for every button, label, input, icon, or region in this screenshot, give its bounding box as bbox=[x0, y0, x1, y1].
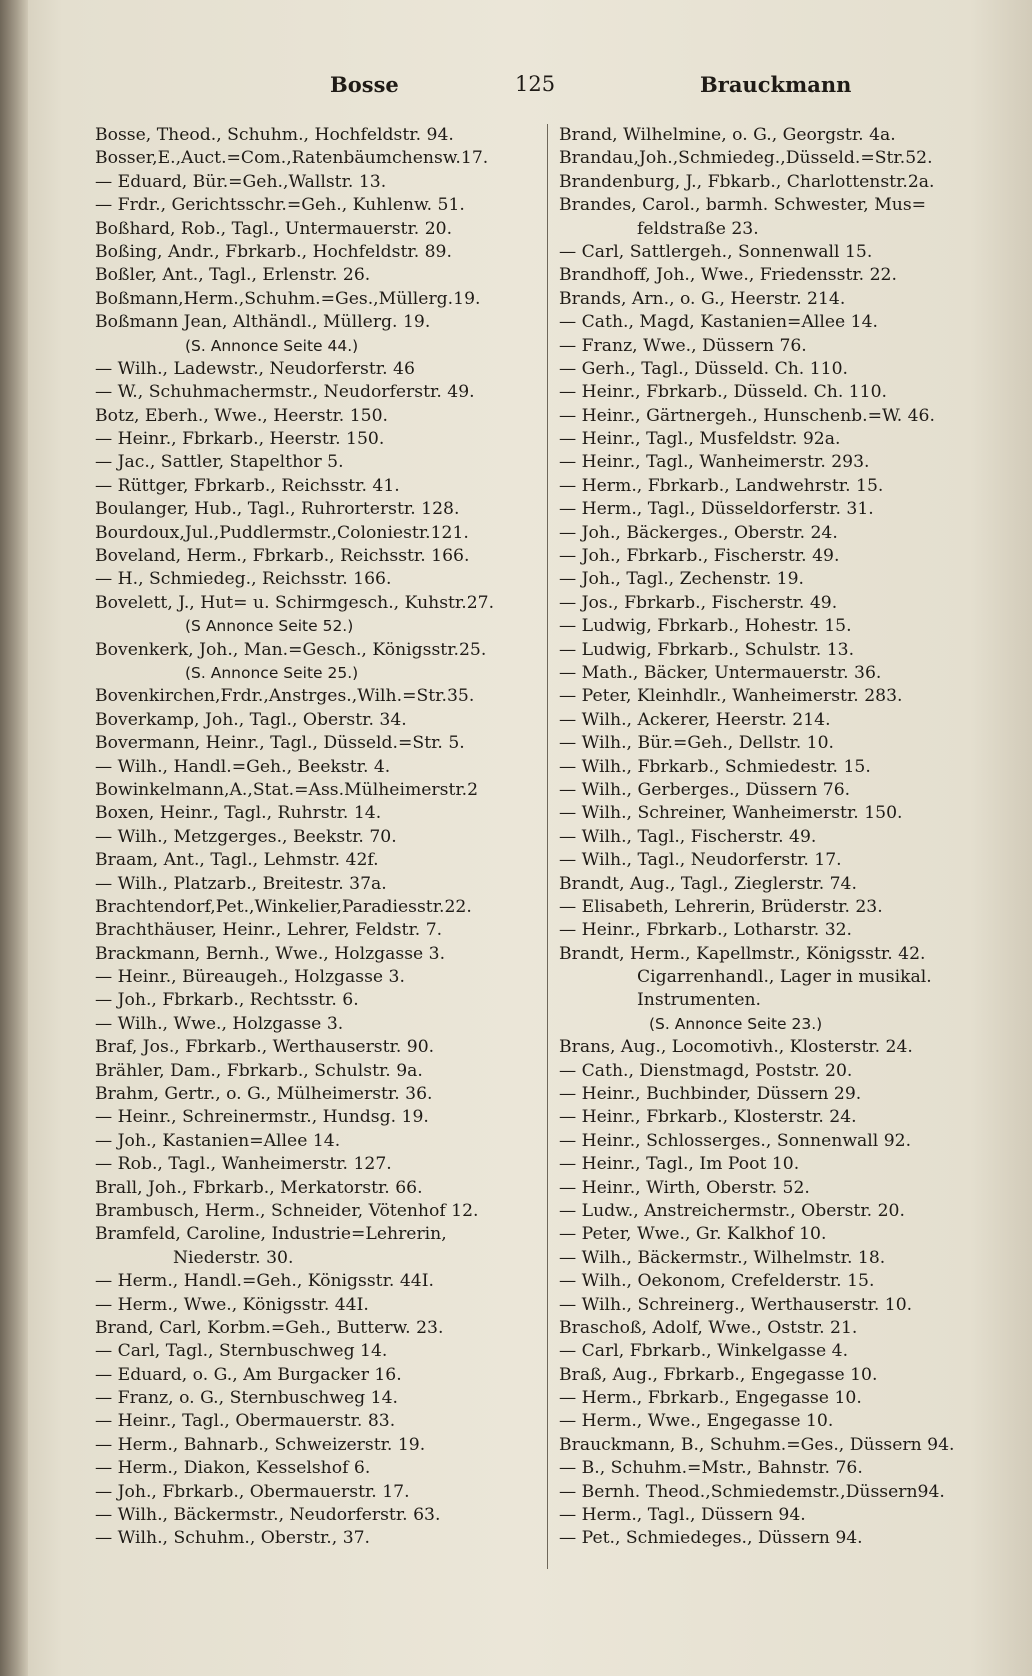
directory-entry: — Wilh., Fbrkarb., Schmiedestr. 15. bbox=[559, 756, 871, 777]
directory-entry: Brandt, Herm., Kapellmstr., Königsstr. 42. bbox=[559, 943, 926, 964]
directory-entry: Brackmann, Bernh., Wwe., Holzgasse 3. bbox=[95, 943, 446, 964]
directory-entry: Brands, Arn., o. G., Heerstr. 214. bbox=[559, 288, 846, 309]
directory-entry: — Eduard, Bür.=Geh.,Wallstr. 13. bbox=[95, 171, 387, 192]
directory-entry: Brachthäuser, Heinr., Lehrer, Feldstr. 7. bbox=[95, 920, 443, 941]
directory-entry: — Rob., Tagl., Wanheimerstr. 127. bbox=[95, 1154, 392, 1175]
directory-entry: Bourdoux,Jul.,Puddlermstr.,Coloniestr.121. bbox=[95, 522, 469, 543]
entry-continuation: Niederstr. 30. bbox=[173, 1247, 294, 1268]
directory-entry: Bosser,E.,Auct.=Com.,Ratenbäumchensw.17. bbox=[95, 148, 489, 169]
directory-entry: — Frdr., Gerichtsschr.=Geh., Kuhlenw. 51. bbox=[95, 195, 465, 216]
directory-entry: — Heinr., Fbrkarb., Düsseld. Ch. 110. bbox=[559, 382, 888, 403]
directory-entry: — Herm., Diakon, Kesselshof 6. bbox=[95, 1458, 371, 1479]
directory-entry: — Heinr., Fbrkarb., Klosterstr. 24. bbox=[559, 1107, 857, 1128]
directory-entry: — Franz, o. G., Sternbuschweg 14. bbox=[95, 1388, 398, 1409]
directory-entry: — Eduard, o. G., Am Burgacker 16. bbox=[95, 1364, 402, 1385]
directory-entry: — Wilh., Handl.=Geh., Beekstr. 4. bbox=[95, 756, 391, 777]
directory-entry: — Heinr., Wirth, Oberstr. 52. bbox=[559, 1177, 810, 1198]
directory-entry: — Wilh., Ladewstr., Neudorferstr. 46 bbox=[95, 358, 415, 379]
directory-entry: Bowinkelmann,A.,Stat.=Ass.Mülheimerstr.2 bbox=[95, 779, 479, 800]
directory-entry: Brandes, Carol., barmh. Schwester, Mus= bbox=[559, 195, 927, 216]
directory-entry: Boßing, Andr., Fbrkarb., Hochfeldstr. 89. bbox=[95, 241, 452, 262]
directory-entry: Brandhoff, Joh., Wwe., Friedensstr. 22. bbox=[559, 265, 897, 286]
directory-entry: — Heinr., Schreinermstr., Hundsg. 19. bbox=[95, 1107, 429, 1128]
directory-entry: — Heinr., Büreaugeh., Holzgasse 3. bbox=[95, 967, 405, 988]
directory-entry: Brans, Aug., Locomotivh., Klosterstr. 24. bbox=[559, 1037, 913, 1058]
directory-entry: Brahm, Gertr., o. G., Mülheimerstr. 36. bbox=[95, 1084, 433, 1105]
directory-entry: — Heinr., Gärtnergeh., Hunschenb.=W. 46. bbox=[559, 405, 935, 426]
directory-entry: — Herm., Fbrkarb., Engegasse 10. bbox=[559, 1388, 862, 1409]
directory-entry: Boulanger, Hub., Tagl., Ruhrorterstr. 128. bbox=[95, 499, 460, 520]
directory-entry: — Wilh., Tagl., Fischerstr. 49. bbox=[559, 826, 817, 847]
directory-entry: — Pet., Schmiedeges., Düssern 94. bbox=[559, 1528, 863, 1549]
directory-entry: — Wilh., Wwe., Holzgasse 3. bbox=[95, 1013, 344, 1034]
directory-entry: — Herm., Bahnarb., Schweizerstr. 19. bbox=[95, 1434, 426, 1455]
directory-entry: — Heinr., Buchbinder, Düssern 29. bbox=[559, 1084, 862, 1105]
directory-entry: Braschoß, Adolf, Wwe., Oststr. 21. bbox=[559, 1317, 858, 1338]
header-left-keyword: Bosse bbox=[330, 72, 399, 97]
annonce-reference: (S. Annonce Seite 23.) bbox=[649, 1014, 823, 1033]
directory-entry: Boßmann,Herm.,Schuhm.=Ges.,Müllerg.19. bbox=[95, 288, 481, 309]
directory-entry: Brand, Carl, Korbm.=Geh., Butterw. 23. bbox=[95, 1317, 444, 1338]
directory-entry: — Heinr., Tagl., Obermauerstr. 83. bbox=[95, 1411, 396, 1432]
directory-entry: Boßhard, Rob., Tagl., Untermauerstr. 20. bbox=[95, 218, 453, 239]
directory-entry: — Cath., Magd, Kastanien=Allee 14. bbox=[559, 312, 879, 333]
directory-entry: — Wilh., Bäckermstr., Neudorferstr. 63. bbox=[95, 1505, 441, 1526]
directory-entry: — Franz, Wwe., Düssern 76. bbox=[559, 335, 807, 356]
directory-entry: Brandau,Joh.,Schmiedeg.,Düsseld.=Str.52. bbox=[559, 148, 933, 169]
directory-entry: — Herm., Wwe., Engegasse 10. bbox=[559, 1411, 834, 1432]
directory-entry: — Wilh., Bäckermstr., Wilhelmstr. 18. bbox=[559, 1247, 886, 1268]
directory-entry: Bovenkirchen,Frdr.,Anstrges.,Wilh.=Str.35. bbox=[95, 686, 475, 707]
directory-entry: — Heinr., Fbrkarb., Heerstr. 150. bbox=[95, 429, 385, 450]
directory-entry: — Wilh., Oekonom, Crefelderstr. 15. bbox=[559, 1271, 875, 1292]
directory-entry: — Ludwig, Fbrkarb., Hohestr. 15. bbox=[559, 616, 852, 637]
directory-entry: Boßler, Ant., Tagl., Erlenstr. 26. bbox=[95, 265, 371, 286]
directory-entry: — Herm., Fbrkarb., Landwehrstr. 15. bbox=[559, 475, 884, 496]
directory-entry: — Herm., Tagl., Düssern 94. bbox=[559, 1505, 806, 1526]
directory-entry: — H., Schmiedeg., Reichsstr. 166. bbox=[95, 569, 392, 590]
directory-entry: — Rüttger, Fbrkarb., Reichsstr. 41. bbox=[95, 475, 400, 496]
directory-entry: — Wilh., Platzarb., Breitestr. 37a. bbox=[95, 873, 387, 894]
directory-entry: Brandenburg, J., Fbkarb., Charlottenstr.2a. bbox=[559, 171, 935, 192]
directory-entry: Bovenkerk, Joh., Man.=Gesch., Königsstr.25. bbox=[95, 639, 487, 660]
directory-entry: Bovermann, Heinr., Tagl., Düsseld.=Str. 5. bbox=[95, 733, 465, 754]
directory-entry: — Wilh., Metzgerges., Beekstr. 70. bbox=[95, 826, 397, 847]
directory-entry: — Joh., Bäckerges., Oberstr. 24. bbox=[559, 522, 838, 543]
directory-entry: — Heinr., Tagl., Im Poot 10. bbox=[559, 1154, 800, 1175]
annonce-reference: (S. Annonce Seite 44.) bbox=[185, 336, 359, 355]
directory-entry: — Joh., Fbrkarb., Rechtsstr. 6. bbox=[95, 990, 359, 1011]
directory-entry: Boxen, Heinr., Tagl., Ruhrstr. 14. bbox=[95, 803, 382, 824]
left-column bbox=[95, 124, 527, 1551]
directory-entry: — Heinr., Tagl., Wanheimerstr. 293. bbox=[559, 452, 870, 473]
directory-entry: — Carl, Tagl., Sternbuschweg 14. bbox=[95, 1341, 388, 1362]
directory-entry: — B., Schuhm.=Mstr., Bahnstr. 76. bbox=[559, 1458, 863, 1479]
directory-entry: Boverkamp, Joh., Tagl., Oberstr. 34. bbox=[95, 709, 407, 730]
header-right-keyword: Brauckmann bbox=[700, 72, 852, 97]
directory-entry: — Peter, Kleinhdlr., Wanheimerstr. 283. bbox=[559, 686, 903, 707]
directory-entry: Bosse, Theod., Schuhm., Hochfeldstr. 94. bbox=[95, 125, 454, 145]
directory-entry: Brand, Wilhelmine, o. G., Georgstr. 4a. bbox=[559, 125, 896, 145]
directory-entry: Brambusch, Herm., Schneider, Vötenhof 12. bbox=[95, 1200, 479, 1221]
directory-entry: — Wilh., Ackerer, Heerstr. 214. bbox=[559, 709, 831, 730]
directory-entry: Boßmann Jean, Althändl., Müllerg. 19. bbox=[95, 312, 431, 333]
directory-entry: — Wilh., Schreiner, Wanheimerstr. 150. bbox=[559, 803, 903, 824]
directory-entry: — Jac., Sattler, Stapelthor 5. bbox=[95, 452, 344, 473]
directory-entry: — Joh., Fbrkarb., Fischerstr. 49. bbox=[559, 546, 840, 567]
entry-continuation: Instrumenten. bbox=[637, 990, 762, 1011]
directory-entry: — Heinr., Tagl., Musfeldstr. 92a. bbox=[559, 429, 841, 450]
directory-entry: — Carl, Sattlergeh., Sonnenwall 15. bbox=[559, 241, 873, 262]
column-divider bbox=[547, 124, 548, 1569]
directory-entry: Botz, Eberh., Wwe., Heerstr. 150. bbox=[95, 405, 389, 426]
right-column bbox=[559, 124, 991, 1551]
directory-entry: — Joh., Fbrkarb., Obermauerstr. 17. bbox=[95, 1481, 410, 1502]
annonce-reference: (S Annonce Seite 52.) bbox=[185, 617, 354, 636]
directory-entry: — Carl, Fbrkarb., Winkelgasse 4. bbox=[559, 1341, 849, 1362]
directory-entry: Bovelett, J., Hut= u. Schirmgesch., Kuhstr.27. bbox=[95, 592, 495, 613]
directory-entry: — Wilh., Bür.=Geh., Dellstr. 10. bbox=[559, 733, 834, 754]
directory-entry: — Herm., Wwe., Königsstr. 44I. bbox=[95, 1294, 369, 1315]
directory-entry: — Wilh., Schuhm., Oberstr., 37. bbox=[95, 1528, 371, 1549]
directory-entry: — Joh., Kastanien=Allee 14. bbox=[95, 1130, 341, 1151]
directory-entry: Brähler, Dam., Fbrkarb., Schulstr. 9a. bbox=[95, 1060, 423, 1081]
directory-entry: — Wilh., Schreinerg., Werthauserstr. 10. bbox=[559, 1294, 913, 1315]
directory-entry: Bramfeld, Caroline, Industrie=Lehrerin, bbox=[95, 1224, 447, 1245]
directory-entry: Braf, Jos., Fbrkarb., Werthauserstr. 90. bbox=[95, 1037, 435, 1058]
directory-entry: — Joh., Tagl., Zechenstr. 19. bbox=[559, 569, 804, 590]
directory-entry: Braam, Ant., Tagl., Lehmstr. 42f. bbox=[95, 850, 379, 871]
page-header bbox=[95, 72, 937, 106]
directory-entry: Boveland, Herm., Fbrkarb., Reichsstr. 166. bbox=[95, 546, 470, 567]
directory-entry: — Wilh., Tagl., Neudorferstr. 17. bbox=[559, 850, 842, 871]
directory-entry: — Herm., Tagl., Düsseldorferstr. 31. bbox=[559, 499, 874, 520]
directory-entry: — Cath., Dienstmagd, Poststr. 20. bbox=[559, 1060, 853, 1081]
directory-entry: — Gerh., Tagl., Düsseld. Ch. 110. bbox=[559, 358, 848, 379]
directory-entry: — Ludw., Anstreichermstr., Oberstr. 20. bbox=[559, 1200, 905, 1221]
directory-entry: — Bernh. Theod.,Schmiedemstr.,Düssern94. bbox=[559, 1481, 945, 1502]
entry-continuation: Cigarrenhandl., Lager in musikal. bbox=[637, 967, 932, 988]
directory-entry: — Ludwig, Fbrkarb., Schulstr. 13. bbox=[559, 639, 855, 660]
directory-entry: — Math., Bäcker, Untermauerstr. 36. bbox=[559, 662, 882, 683]
page-number: 125 bbox=[515, 72, 556, 96]
directory-entry: Brandt, Aug., Tagl., Zieglerstr. 74. bbox=[559, 873, 857, 894]
directory-entry: — W., Schuhmachermstr., Neudorferstr. 49. bbox=[95, 382, 475, 403]
directory-entry: Brachtendorf,Pet.,Winkelier,Paradiesstr.22. bbox=[95, 896, 472, 917]
directory-entry: — Peter, Wwe., Gr. Kalkhof 10. bbox=[559, 1224, 827, 1245]
directory-entry: — Wilh., Gerberges., Düssern 76. bbox=[559, 779, 851, 800]
book-spine-shadow bbox=[0, 0, 28, 1676]
directory-entry: — Heinr., Fbrkarb., Lotharstr. 32. bbox=[559, 920, 853, 941]
directory-entry: Brauckmann, B., Schuhm.=Ges., Düssern 94. bbox=[559, 1434, 955, 1455]
directory-entry: — Heinr., Schlosserges., Sonnenwall 92. bbox=[559, 1130, 912, 1151]
entry-continuation: feldstraße 23. bbox=[637, 218, 759, 239]
directory-entry: — Elisabeth, Lehrerin, Brüderstr. 23. bbox=[559, 896, 883, 917]
annonce-reference: (S. Annonce Seite 25.) bbox=[185, 663, 359, 682]
directory-entry: — Herm., Handl.=Geh., Königsstr. 44I. bbox=[95, 1271, 434, 1292]
directory-entry: — Jos., Fbrkarb., Fischerstr. 49. bbox=[559, 592, 838, 613]
directory-entry: Braß, Aug., Fbrkarb., Engegasse 10. bbox=[559, 1364, 878, 1385]
directory-entry: Brall, Joh., Fbrkarb., Merkatorstr. 66. bbox=[95, 1177, 423, 1198]
